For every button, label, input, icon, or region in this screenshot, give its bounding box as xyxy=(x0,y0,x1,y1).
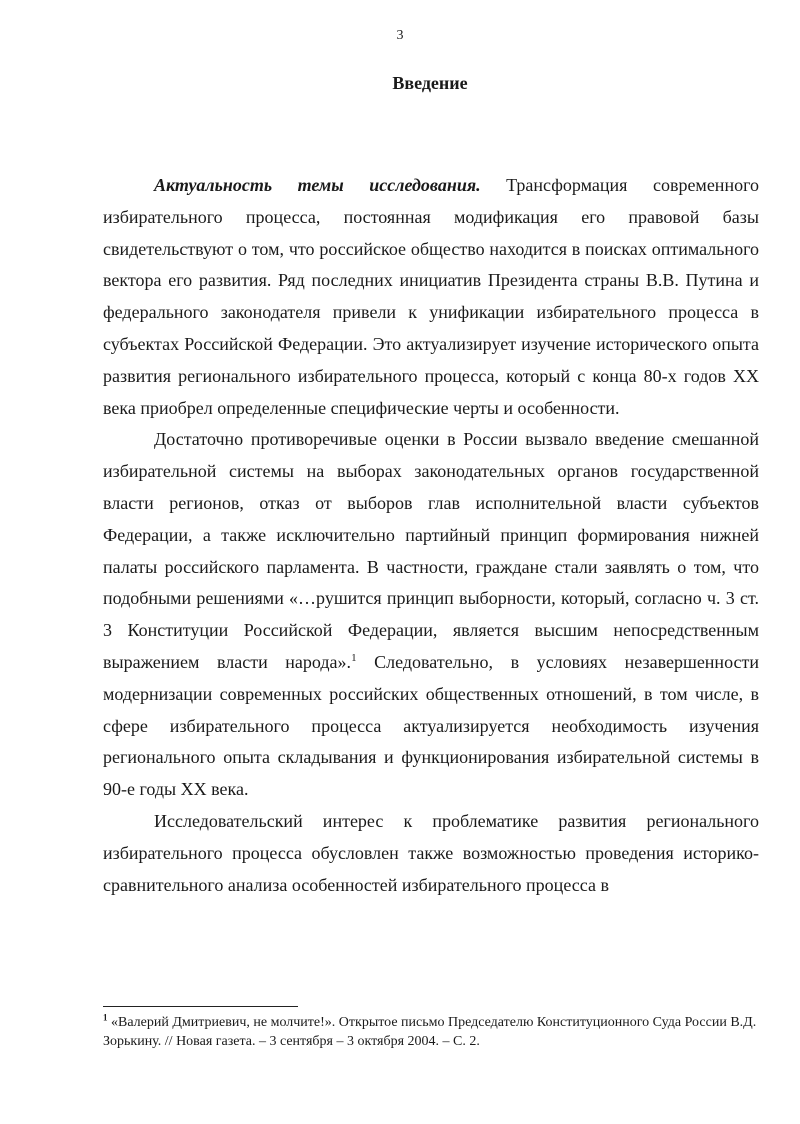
footnote-text: «Валерий Дмитриевич, не молчите!». Открытое письмо Председателю Конституционного Суда России В.Д. Зорькину. // Новая газета. – 3 сентября – 3 октября 2004. – С. 2. xyxy=(103,1015,757,1049)
paragraph-lead-heading: Актуальность темы исследования. xyxy=(154,175,481,195)
paragraph-text: Достаточно противоречивые оценки в России вызвало введение смешанной избирательной системы на выборах законодательных органов государственной власти регионов, отказ от выборов глав исполнительной власти субъектов Федерации, а также исключительно партийный принцип формирования нижней палаты российского парламента. В частности, граждане стали заявлять о том, что подобными решениями «…рушится принцип выборности, который, согласно ч. 3 ст. 3 Конституции Российской Федерации, является высшим непосредственным выражением власти народа». xyxy=(103,429,759,672)
paragraph-text: Следовательно, в условиях незавершенности модернизации современных российских общественных отношений, в том числе, в сфере избирательного процесса актуализируется необходимость изучения регионального опыта складывания и функционирования избирательной системы в 90-е годы XX века. xyxy=(103,651,760,800)
footnote xyxy=(103,1013,763,1051)
body-text xyxy=(103,170,759,901)
paragraph-relevance xyxy=(103,170,759,424)
footnote-reference[interactable]: 1 xyxy=(351,651,357,664)
page-number: 3 xyxy=(396,28,404,43)
footnote-divider xyxy=(103,1006,298,1007)
paragraph-text: Трансформация современного избирательного процесса, постоянная модификация его правовой базы свидетельствуют о том, что российское общество находится в поисках оптимального вектора его развития. Ряд последних инициатив Президента страны В.В. Путина и федерального законодателя привели к унификации избирательного процесса в субъектах Российской Федерации. Это актуализирует изучение исторического опыта развития регионального избирательного процесса, который с конца 80-х годов XX века приобрел определенные специфические черты и особенности. xyxy=(103,175,760,418)
footnote-mark: 1 xyxy=(103,1012,108,1023)
paragraph-text: Исследовательский интерес к проблематике развития регионального избирательного процесса обусловлен также возможностью проведения историко-сравнительного анализа особенностей избирательного процесса в xyxy=(103,810,759,895)
paragraph-assessments xyxy=(103,424,759,806)
page-title: Введение xyxy=(392,73,468,93)
paragraph-research-interest xyxy=(103,806,759,901)
